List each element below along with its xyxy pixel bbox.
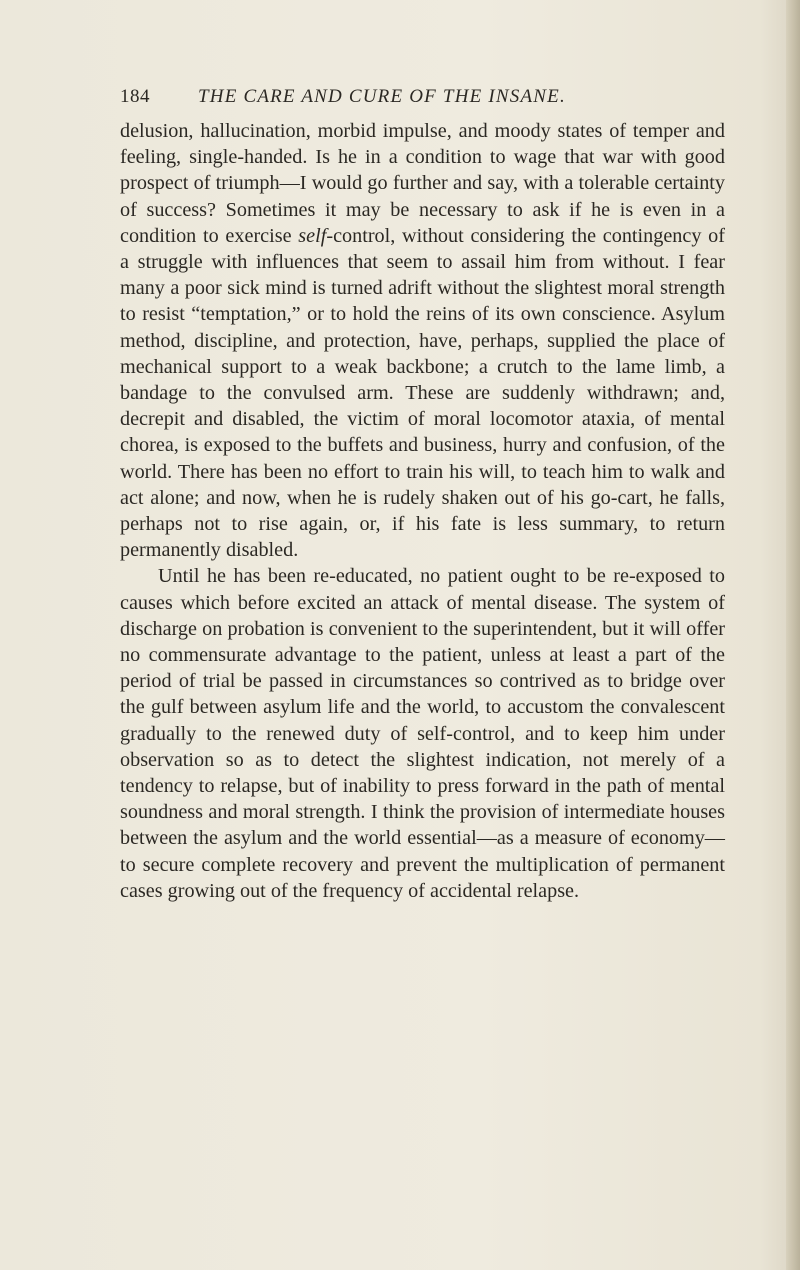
body-text xyxy=(120,118,725,904)
paragraph-text-before: delusion, hallucination, morbid impulse, and moody states of temper and feeling, single-handed. Is he in a condition to wage that war with good prospect of triumph—I would go further and say, with a tolerable certainty of success? Sometimes it may be necessary to ask if he is even in a condition to exercise xyxy=(120,120,725,247)
page-header xyxy=(120,86,680,116)
paragraph-continuation xyxy=(120,118,725,563)
paragraph-text-after: -control, without considering the contingency of a struggle with influences that seem to assail him from without. I fear many a poor sick mind is turned adrift without the slightest moral strength to resist “temptation,” or to hold the reins of its own conscience. Asylum method, discipline, and protection, have, perhaps, supplied the place of mechanical support to a weak backbone; a crutch to the lame limb, a bandage to the convulsed arm. These are suddenly withdrawn; and, decrepit and disabled, the victim of moral locomotor ataxia, of mental chorea, is exposed to the buffets and business, hurry and confusion, of the world. There has been no effort to train his will, to teach him to walk and act alone; and now, when he is rudely shaken out of his go-cart, he falls, perhaps not to rise again, or, if his fate is less summary, to return permanently disabled. xyxy=(120,224,725,562)
page-edge xyxy=(786,0,800,1270)
emphasized-word: self xyxy=(298,224,327,247)
running-title: THE CARE AND CURE OF THE INSANE. xyxy=(198,86,566,107)
page-number: 184 xyxy=(120,86,150,107)
paragraph: Until he has been re-educated, no patient ought to be re-exposed to causes which before excited an attack of mental disease. The system of discharge on probation is convenient to the superintendent, but it will offer no commensurate advantage to the patient, unless at least a part of the period of trial be passed in circumstances so contrived as to bridge over the gulf between asylum life and the world, to accustom the convalescent gradually to the renewed duty of self-control, and to keep him under observation so as to detect the slightest indication, not merely of a tendency to relapse, but of inability to press forward in the path of mental soundness and moral strength. I think the provision of intermediate houses between the asylum and the world essential—as a measure of economy—to secure complete recovery and prevent the multiplication of permanent cases growing out of the frequency of accidental relapse. xyxy=(120,565,725,902)
